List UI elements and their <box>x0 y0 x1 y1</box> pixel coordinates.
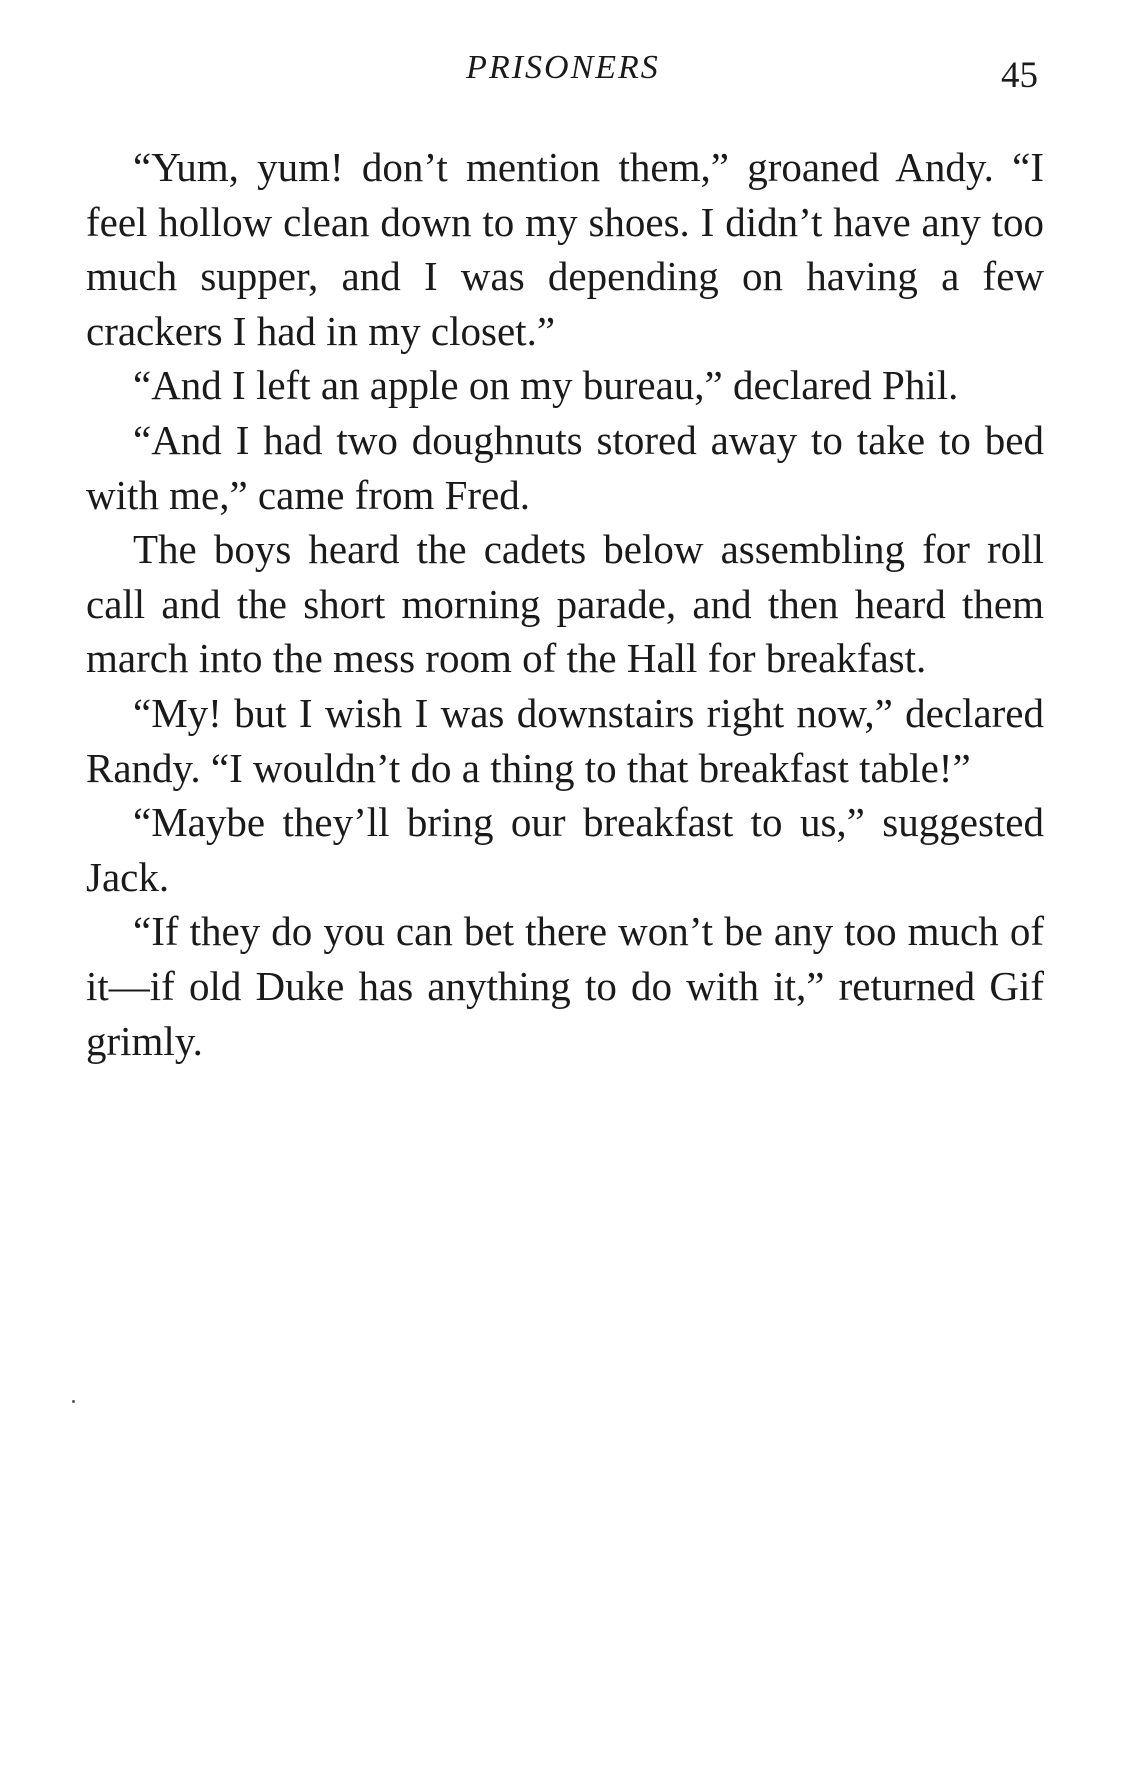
page-number: 45 <box>1001 55 1038 96</box>
paragraph-cadets-assembling: The boys heard the cadets below assembling for roll call and the short morning parade, and then heard them march into the mess room of the Hall for breakfast. <box>86 526 1044 682</box>
paragraph-randy-breakfast: “My! but I wish I was downstairs right now,” declared Randy. “I wouldn’t do a thing to that breakfast table!” <box>86 689 1044 791</box>
paragraph-gif-reply: “If they do you can bet there won’t be any too much of it—if old Duke has anything to do with it,” returned Gif grimly. <box>86 908 1044 1064</box>
body-text <box>86 140 1044 1068</box>
paragraph-andy-hungry: “Yum, yum! don’t mention them,” groaned Andy. “I feel hollow clean down to my shoes. I didn’t have any too much supper, and I was depending on having a few crackers I had in my closet.” <box>86 144 1044 354</box>
paragraph-jack-suggestion: “Maybe they’ll bring our breakfast to us,” suggested Jack. <box>86 799 1044 900</box>
paragraph-fred-doughnuts: “And I had two doughnuts stored away to take to bed with me,” came from Fred. <box>86 416 1044 518</box>
paragraph-phil-apple: “And I left an apple on my bureau,” declared Phil. <box>133 362 959 409</box>
running-title: PRISONERS <box>466 49 660 86</box>
print-speck <box>72 1400 75 1403</box>
running-head <box>88 46 1038 96</box>
